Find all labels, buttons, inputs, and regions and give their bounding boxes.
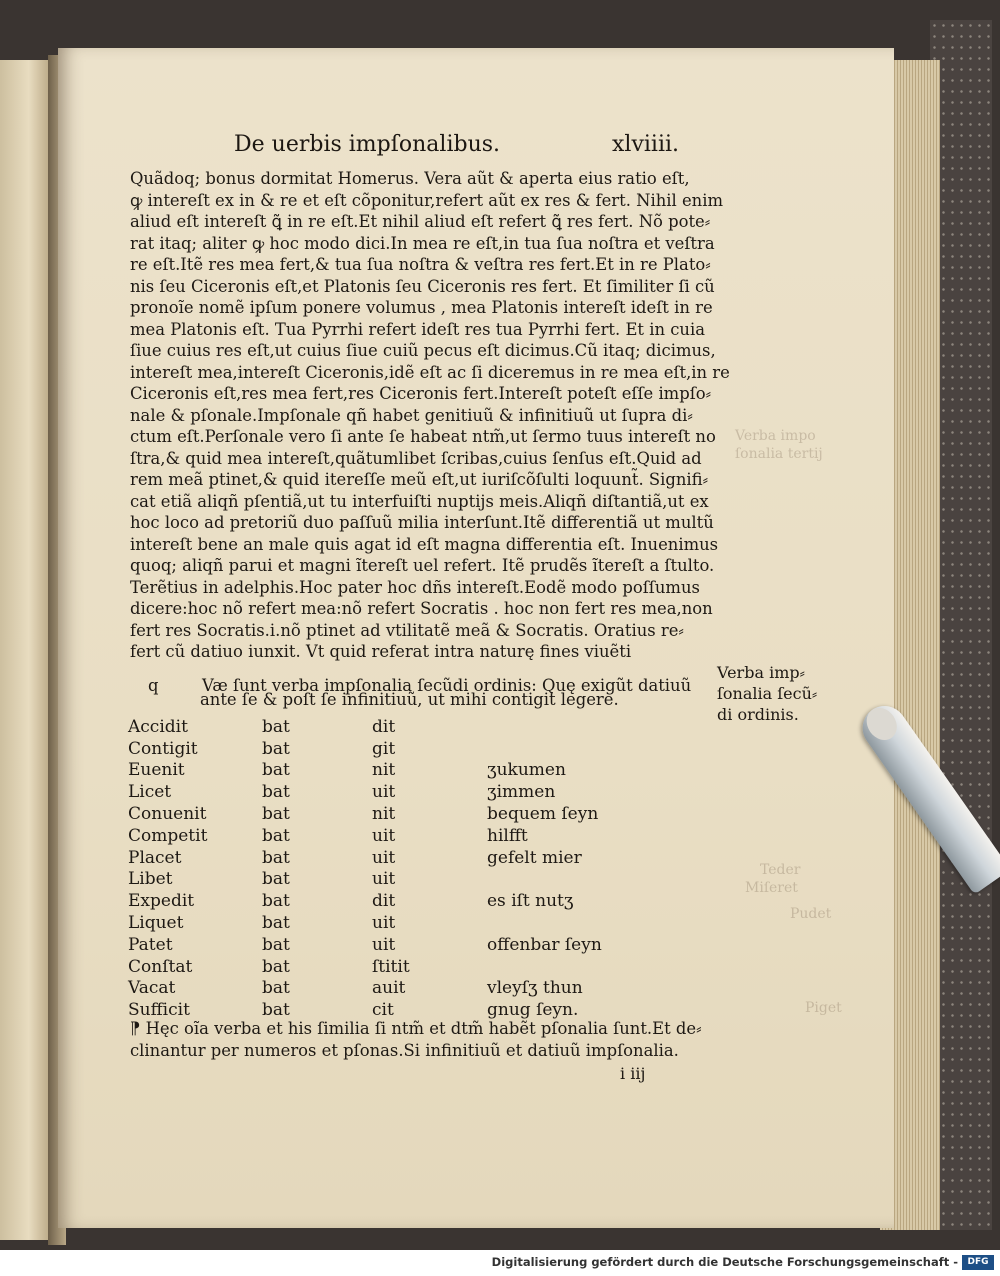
imperfect-cell: bat	[262, 782, 290, 803]
verb-cell: Euenit	[128, 760, 185, 781]
verb-row	[128, 803, 687, 825]
bleed-through: Verba impo	[735, 428, 816, 444]
german-gloss-cell: bequem ſeyn	[487, 804, 599, 825]
bleed-through: Piget	[805, 1000, 842, 1016]
text-line: clinantur per numeros et pſonas.Si infinitiuũ et datiuũ impſonalia.	[130, 1041, 679, 1060]
perfect-cell: uit	[372, 934, 396, 955]
verb-row	[128, 738, 687, 760]
text-line: Terẽtius in adelphis.Hoc pater hoc dñs intereſt.Eodẽ modo poſſumus	[130, 577, 700, 597]
bleed-through: Pudet	[790, 906, 832, 922]
verb-cell: Conſtat	[128, 956, 193, 977]
perfect-cell: cit	[372, 1000, 394, 1021]
text-line: rem meã ptinet,& quid itereſſe meũ eſt,ut iuriſcõſulti loquunt̃. Signifi⸗	[130, 470, 709, 489]
verb-table	[128, 716, 687, 1021]
text-line: rat itaq; aliter ꝙ hoc modo dici.In mea re eſt,in tua ſua noſtra et veſtra	[130, 233, 715, 253]
signature-mark: i iij	[620, 1064, 646, 1083]
text-line: nis ſeu Ciceronis eſt,et Platonis ſeu Ciceronis res fert. Et ſimiliter ſi cũ	[130, 276, 715, 296]
text-line: ſiue cuius res eſt,ut cuius ſiue cuiũ pecus eſt dicimus.Cũ itaq; dicimus,	[130, 341, 716, 360]
perfect-cell: uit	[372, 913, 396, 934]
verb-row	[128, 847, 687, 869]
footer-bar	[0, 1250, 1000, 1276]
margin-note: Verba imp⸗ ſonalia ſecũ⸗ di ordinis.	[717, 663, 818, 724]
perfect-cell: uit	[372, 825, 396, 846]
german-gloss-cell: es iſt nutʒ	[487, 891, 574, 912]
imperfect-cell: bat	[262, 956, 290, 977]
verb-cell: Licet	[128, 782, 172, 803]
verb-cell: Placet	[128, 847, 182, 868]
funding-credit: Digitalisierung gefördert durch die Deutsche Forschungsgemeinschaft -	[491, 1255, 958, 1269]
verb-row	[128, 890, 687, 912]
perfect-cell: dit	[372, 891, 396, 912]
verb-row	[128, 934, 687, 956]
perfect-cell: dit	[372, 716, 396, 737]
german-gloss-cell: ʒukumen	[487, 760, 566, 781]
verb-row	[128, 978, 687, 1000]
verb-row	[128, 825, 687, 847]
imperfect-cell: bat	[262, 891, 290, 912]
text-line: fert cũ datiuo iunxit. Vt quid referat intra naturę fines viuẽti	[130, 642, 632, 661]
imperfect-cell: bat	[262, 869, 290, 890]
verb-row	[128, 716, 687, 738]
german-gloss-cell	[487, 956, 687, 978]
perfect-cell: nit	[372, 804, 396, 825]
german-gloss-cell: offenbar ſeyn	[487, 934, 602, 955]
verb-row	[128, 869, 687, 891]
folio-number: xlviiii.	[612, 132, 680, 157]
text-line: fert res Socratis.i.nõ ptinet ad vtilitatẽ meã & Socratis. Oratius re⸗	[130, 620, 684, 640]
text-line: aliud eſt intereſt ꝗ̃ in re eſt.Et nihil aliud eſt refert ꝗ̃ res fert. Nõ pote⸗	[130, 212, 711, 231]
left-page-edge	[0, 60, 50, 1240]
verb-cell: Expedit	[128, 891, 195, 912]
imperfect-cell: bat	[262, 760, 290, 781]
bleed-through: Teder	[760, 862, 801, 878]
german-gloss-cell	[487, 869, 687, 891]
perfect-cell: uit	[372, 869, 396, 890]
imperfect-cell: bat	[262, 978, 290, 999]
text-line: intereſt bene an male quis agat id eſt magna differentia eſt. Inuenimus	[130, 534, 719, 554]
perfect-cell: ſtitit	[372, 956, 410, 977]
verb-cell: Patet	[128, 934, 173, 955]
text-line: quoq; aliqñ parui et magni ĩtereſt uel refert. Itẽ prudẽs ĩtereſt a ſtulto.	[130, 556, 715, 575]
running-head: De uerbis impſonalibus.	[234, 132, 501, 157]
german-gloss-cell: ʒimmen	[487, 782, 556, 803]
verb-row	[128, 781, 687, 803]
verb-row	[128, 956, 687, 978]
german-gloss-cell	[487, 912, 687, 934]
verb-cell: Accidit	[128, 716, 188, 737]
section-text-line: Væ ſunt verba impſonalia ſecũdi ordinis: Quę exigũt datiuũ	[202, 676, 692, 695]
text-line: ꝙ intereſt ex in & re et eſt cõponitur,refert aũt ex res & fert. Nihil enim	[130, 190, 724, 210]
imperfect-cell: bat	[262, 934, 290, 955]
text-line: mea Platonis eſt. Tua Pyrrhi refert ideſt res tua Pyrrhi fert. Et in cuia	[130, 319, 705, 339]
imperfect-cell: bat	[262, 738, 290, 759]
imperfect-cell: bat	[262, 847, 290, 868]
section-text-line: ante ſe & poſt ſe infinitiuũ, ut mihi contigit legere.	[200, 690, 619, 709]
verb-cell: Conuenit	[128, 804, 207, 825]
section-initial: q	[148, 676, 159, 695]
german-gloss-cell: vleyſʒ thun	[487, 978, 583, 999]
perfect-cell: nit	[372, 760, 396, 781]
closing-paragraph	[130, 1018, 702, 1062]
imperfect-cell: bat	[262, 804, 290, 825]
imperfect-cell: bat	[262, 1000, 290, 1021]
german-gloss-cell: hilfft	[487, 825, 528, 846]
dfg-logo: DFG	[962, 1255, 994, 1270]
text-line: dicere:hoc nõ refert mea:nõ refert Socratis . hoc non fert res mea,non	[130, 599, 713, 618]
text-line: intereſt mea,intereſt Ciceronis,idẽ eſt ac ſi diceremus in re mea eſt,in re	[130, 362, 730, 382]
german-gloss-cell: gefelt mier	[487, 847, 582, 868]
verb-cell: Competit	[128, 825, 208, 846]
verb-cell: Contigit	[128, 738, 198, 759]
verb-row	[128, 912, 687, 934]
imperfect-cell: bat	[262, 913, 290, 934]
text-line: ctum eſt.Perſonale vero ſi ante ſe habeat ntm̃,ut ſermo tuus intereſt no	[130, 427, 716, 446]
verb-cell: Sufficit	[128, 1000, 190, 1021]
text-line: hoc loco ad pretoriũ duo paſſuũ milia interſunt.Itẽ differentiã ut multũ	[130, 513, 714, 532]
verb-row	[128, 760, 687, 782]
german-gloss-cell	[487, 716, 687, 738]
text-line: Quãdoq; bonus dormitat Homerus. Vera aũt & aperta eius ratio eſt,	[130, 169, 690, 188]
text-line: re eſt.Itẽ res mea fert,& tua ſua noſtra & veſtra res fert.Et in re Plato⸗	[130, 255, 711, 274]
verb-cell: Liquet	[128, 913, 184, 934]
verb-cell: Libet	[128, 869, 173, 890]
verb-cell: Vacat	[128, 978, 176, 999]
perfect-cell: uit	[372, 782, 396, 803]
bleed-through: ſonalia tertij	[735, 446, 823, 462]
text-line: nale & pſonale.Impſonale qñ habet genitiuũ & infinitiuũ ut ſupra di⸗	[130, 405, 693, 425]
german-gloss-cell	[487, 738, 687, 760]
perfect-cell: git	[372, 738, 396, 759]
perfect-cell: uit	[372, 847, 396, 868]
perfect-cell: auit	[372, 978, 406, 999]
body-paragraph	[130, 168, 730, 663]
text-line: cat etiã aliqñ pſentiã,ut tu interfuiſti nuptijs meis.Aliqñ diſtantiã,ut ex	[130, 491, 709, 511]
bleed-through: Miſeret	[745, 880, 798, 896]
text-line: ſtra,& quid mea intereſt,quãtumlibet ſcribas,cuius ſenſus eſt.Quid ad	[130, 448, 702, 468]
imperfect-cell: bat	[262, 825, 290, 846]
imperfect-cell: bat	[262, 716, 290, 737]
text-line: Ciceronis eſt,res mea fert,res Ciceronis fert.Intereſt poteſt eſſe impſo⸗	[130, 384, 712, 403]
german-gloss-cell: gnug ſeyn.	[487, 1000, 579, 1021]
text-line: ⁋ Hęc oĩa verba et his ſimilia ſi ntm̃ et dtm̃ habẽt pſonalia ſunt.Et de⸗	[130, 1019, 702, 1038]
text-line: pronoĩe nomẽ ipſum ponere volumus , mea Platonis intereſt ideſt in re	[130, 298, 713, 317]
